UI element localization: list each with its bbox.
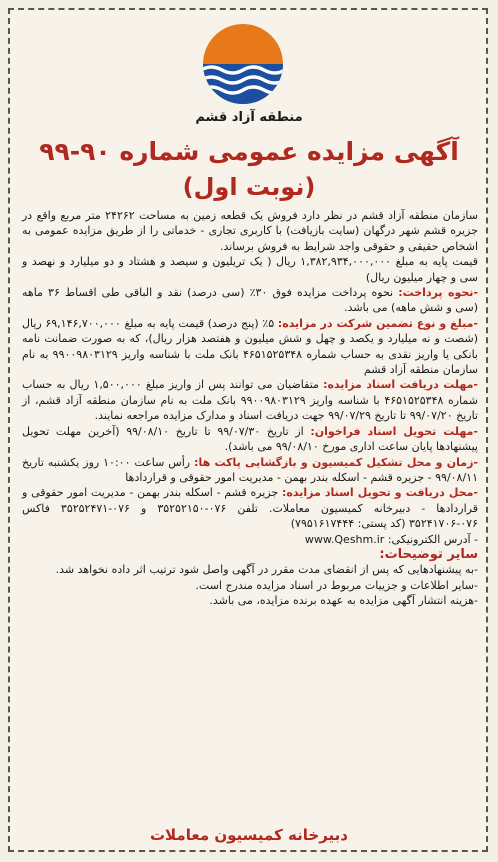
qeshm-free-zone-logo-icon: [201, 22, 285, 106]
section-guarantee: [22, 316, 478, 378]
section-text: نحوه پرداخت مزایده فوق ۳۰٪ (سی درصد) نقد و الباقی طی اقساط ۳۶ ماهه (سی و شش ماهه) می باشد.: [22, 286, 478, 315]
section-payment: [22, 285, 478, 316]
note-item: -سایر اطلاعات و جزییات مربوط در اسناد مزایده مندرج است.: [195, 578, 478, 592]
ad-subtitle: (نوبت اول): [182, 173, 316, 201]
section-heading: -زمان و محل تشکیل کمیسیون و بازگشایی پاکت ها:: [194, 455, 478, 469]
email-label: - آدرس الکترونیکی:: [387, 532, 478, 546]
footer-signature: دبیرخانه کمیسیون معاملات: [149, 826, 349, 844]
section-heading: -محل دریافت و تحویل اسناد مزایده:: [281, 486, 478, 500]
section-text: جزیره قشم - اسکله بندر بهمن - مدیریت امور حقوقی و قراردادها - دبیرخانه کمیسیون معاملات. تلفن ۰۷۶-۳۵۲۵۲۱۵۰ و ۰۷۶-۳۵۲۵۲۴۷۱ فاکس ۰۷۶-۳۵۲۴۱۷۰۶ (کد پستی: ۷۹۵۱۶۱۷۴۴۴): [22, 486, 478, 531]
section-text: از تاریخ ۹۹/۰۷/۳۰ تا تاریخ ۹۹/۰۸/۱۰ (آخرین مهلت تحویل پیشنهادها پایان ساعت اداری مورخ ۹۹/۰۸/۱۰ می باشد).: [22, 424, 478, 454]
organization-name: منطقه آزاد قشم: [195, 110, 303, 125]
section-location: [22, 485, 478, 531]
ad-body: [22, 208, 478, 609]
section-text: رأس ساعت ۱۰:۰۰ روز یکشنبه تاریخ ۹۹/۰۸/۱۱ - جزیره قشم - اسکله بندر بهمن - مدیریت امور حقوقی و قراردادها: [22, 455, 478, 484]
ad-title: آگهی مزایده عمومی شماره ۹۰-۹۹: [39, 137, 459, 166]
website-link[interactable]: www.Qeshm.ir: [304, 532, 385, 546]
note-item: -هزینه انتشار آگهی مزایده به عهده برنده مزایده، می باشد.: [209, 594, 478, 608]
section-commission: [22, 455, 478, 486]
section-text: متقاضیان می توانند پس از واریز مبلغ ۱,۵۰۰,۰۰۰ ریال به حساب شماره ۴۶۵۱۵۲۵۳۴۸ با شناسه واریز ۹۹۰۰۹۸۰۳۱۲۹ بانک ملت به نام سازمان منطقه آزاد قشم، از تاریخ ۹۹/۰۷/۲۰ تا تاریخ ۹۹/۰۷/۲۹ جهت دریافت اسناد و مدارک مزایده مراجعه نمایند.: [22, 378, 479, 423]
website-line: [22, 532, 478, 547]
section-heading: -مهلت دریافت اسناد مزایده:: [323, 378, 478, 392]
intro-paragraph: سازمان منطقه آزاد قشم در نظر دارد فروش یک قطعه زمین به مساحت ۲۴۲۶۲ متر مربع واقع در جزیره قشم شهر درگهان (سایت بازیافت) با کاربری تجاری - خدماتی را از طریق مزایده عمومی به اشخاص حقیقی و حقوقی واجد شرایط به فروش برساند.: [22, 209, 478, 253]
section-submission-deadline: [22, 424, 478, 455]
section-heading: -نحوه پرداخت:: [398, 286, 478, 300]
section-heading: -مهلت تحویل اسناد فراخوان:: [310, 424, 478, 438]
base-price-paragraph: قیمت پایه به مبلغ ۱,۳۸۲,۹۳۴,۰۰۰,۰۰۰ ریال ( یک تریلیون و سیصد و هشتاد و دو میلیارد و نهصد و سی و چهار میلیون ریال): [22, 255, 479, 284]
section-documents-deadline: [22, 377, 478, 423]
note-item: -به پیشنهادهایی که پس از انقضای مدت مقرر در آگهی واصل شود ترتیب اثر داده نخواهد شد.: [55, 563, 478, 577]
other-notes-title: سایر توضیحات:: [379, 546, 478, 562]
section-heading: -مبلغ و نوع تضمین شرکت در مزایده:: [277, 316, 478, 330]
section-text: ۵٪ (پنج درصد) قیمت پایه به مبلغ ۶۹,۱۴۶,۷۰۰,۰۰۰ ریال (شصت و نه میلیارد و یکصد و چهل و شش میلیون و هفتصد هزار ریال)، که به صورت ضمانت نامه بانکی یا واریز نقدی به حساب شماره ۴۶۵۱۵۲۵۳۴۸ بانک ملت با شناسه واریز ۹۹۰۰۹۸۰۳۱۲۹ به نام سازمان منطقه آزاد قشم: [22, 316, 478, 377]
